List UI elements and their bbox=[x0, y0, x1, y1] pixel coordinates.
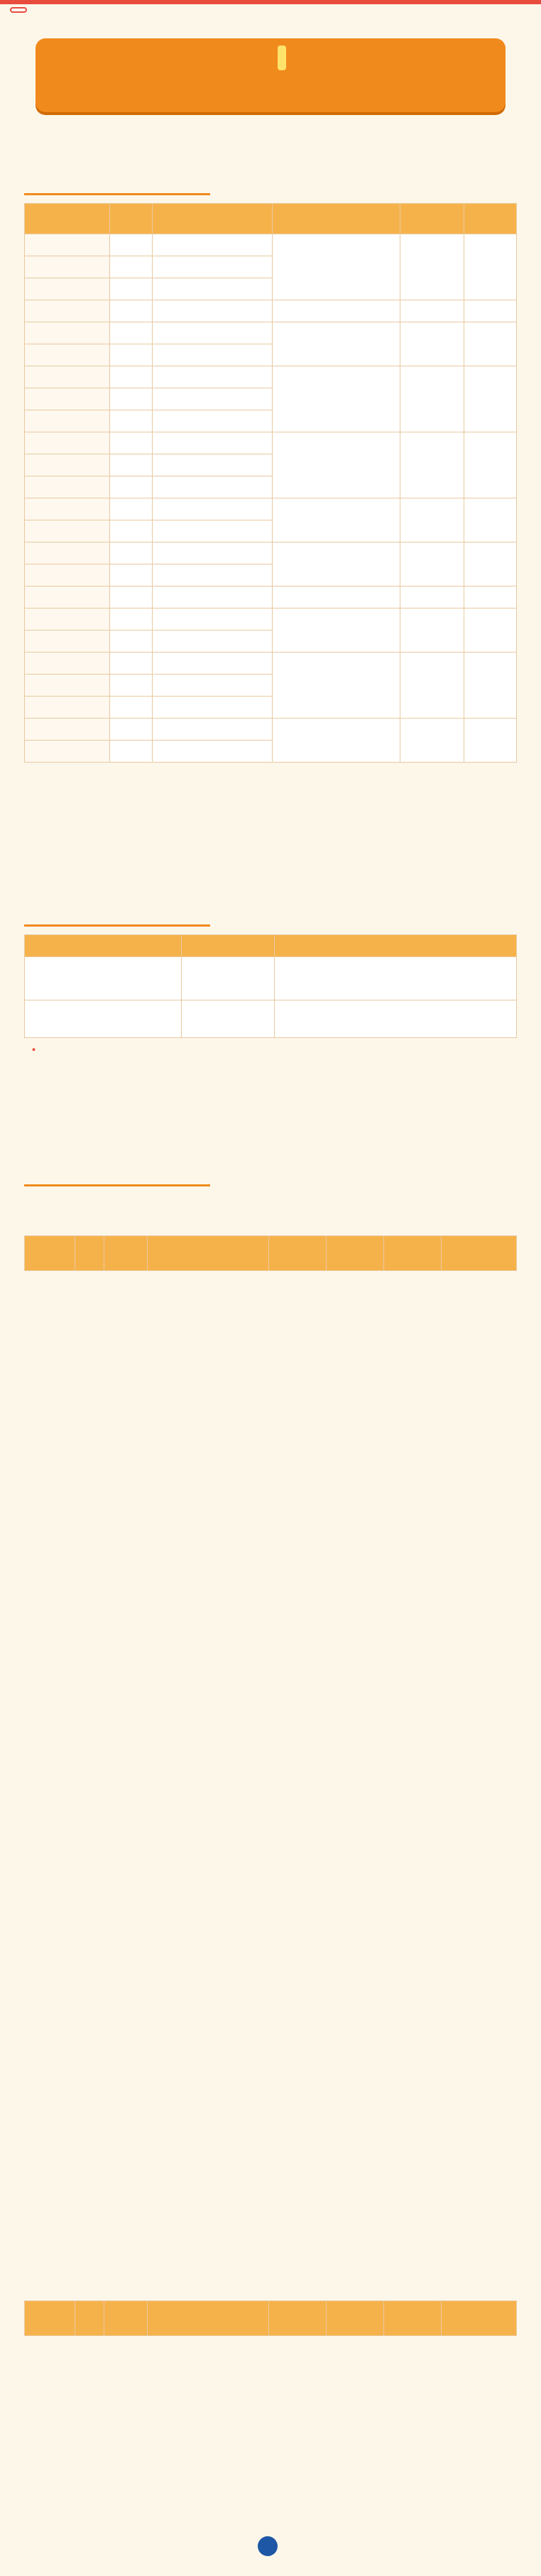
section1-underline bbox=[24, 193, 210, 195]
row-mode bbox=[109, 719, 152, 741]
row-period bbox=[153, 675, 273, 697]
row-period bbox=[153, 344, 273, 366]
approve-date bbox=[464, 542, 516, 586]
row-mode bbox=[109, 300, 152, 322]
col-cap bbox=[327, 1236, 384, 1271]
row-category bbox=[25, 631, 110, 653]
col-no bbox=[75, 1236, 104, 1271]
promotion-schedule-table bbox=[24, 2301, 517, 2336]
select-period bbox=[400, 234, 464, 300]
row-category bbox=[25, 234, 110, 256]
row-category bbox=[25, 542, 110, 564]
notice-tag bbox=[10, 7, 27, 13]
row-category bbox=[25, 741, 110, 763]
row-category bbox=[25, 410, 110, 432]
apply-method-table bbox=[24, 934, 517, 1038]
row-category bbox=[25, 278, 110, 300]
apply-period-row bbox=[25, 366, 517, 388]
applicant bbox=[182, 1000, 275, 1038]
row-mode bbox=[109, 586, 152, 608]
col-mode bbox=[109, 204, 152, 234]
row-mode bbox=[109, 564, 152, 586]
row-period bbox=[153, 608, 273, 631]
row-mode bbox=[109, 675, 152, 697]
row-mode bbox=[109, 520, 152, 542]
row-period bbox=[153, 476, 273, 498]
col-fee bbox=[384, 2301, 442, 2336]
select-period bbox=[400, 653, 464, 719]
row-category bbox=[25, 344, 110, 366]
row-period bbox=[153, 653, 273, 675]
row-mode bbox=[109, 608, 152, 631]
banner-title-highlight bbox=[278, 45, 286, 70]
row-period bbox=[153, 498, 273, 520]
col-period bbox=[148, 2301, 269, 2336]
row-mode bbox=[109, 476, 152, 498]
row-mode bbox=[109, 653, 152, 675]
apply-period bbox=[273, 432, 400, 498]
row-category bbox=[25, 388, 110, 410]
row-mode bbox=[109, 410, 152, 432]
row-period bbox=[153, 454, 273, 476]
apply-period bbox=[273, 608, 400, 653]
approve-date bbox=[464, 432, 516, 498]
row-mode bbox=[109, 741, 152, 763]
row-mode bbox=[109, 256, 152, 278]
approve-date bbox=[464, 653, 516, 719]
title-banner bbox=[35, 38, 506, 112]
row-mode bbox=[109, 388, 152, 410]
apply-period bbox=[273, 586, 400, 608]
row-category bbox=[25, 653, 110, 675]
row-mode bbox=[109, 322, 152, 344]
approve-date bbox=[464, 719, 516, 763]
row-period bbox=[153, 719, 273, 741]
col-mode bbox=[104, 2301, 148, 2336]
row-category bbox=[25, 719, 110, 741]
academy-logo-icon bbox=[258, 2536, 278, 2556]
apply-period-table bbox=[24, 203, 517, 763]
apply-period-row bbox=[25, 234, 517, 256]
row-mode bbox=[109, 697, 152, 719]
row-mode bbox=[109, 344, 152, 366]
row-mode bbox=[109, 454, 152, 476]
col-period bbox=[153, 204, 273, 234]
approve-date bbox=[464, 498, 516, 542]
row-category bbox=[25, 608, 110, 631]
applicant bbox=[182, 957, 275, 1000]
col-applicant bbox=[182, 935, 275, 957]
row-category bbox=[25, 697, 110, 719]
row-category bbox=[25, 432, 110, 454]
section2-underline bbox=[24, 924, 210, 927]
select-period bbox=[400, 586, 464, 608]
row-period bbox=[153, 388, 273, 410]
section3-underline bbox=[24, 1184, 210, 1186]
row-period bbox=[153, 542, 273, 564]
row-category bbox=[25, 454, 110, 476]
row-period bbox=[153, 278, 273, 300]
col-apply bbox=[273, 204, 400, 234]
col-fee bbox=[384, 1236, 442, 1271]
apply-period bbox=[273, 653, 400, 719]
row-period bbox=[153, 741, 273, 763]
row-period bbox=[153, 256, 273, 278]
top-accent-bar bbox=[0, 0, 541, 4]
col-mode bbox=[104, 1236, 148, 1271]
row-period bbox=[153, 520, 273, 542]
row-category bbox=[25, 256, 110, 278]
select-period bbox=[400, 300, 464, 322]
site-cell[interactable] bbox=[25, 1000, 182, 1038]
col-course bbox=[25, 2301, 75, 2336]
apply-period-body bbox=[25, 234, 517, 763]
row-mode bbox=[109, 542, 152, 564]
method-row bbox=[25, 957, 517, 1000]
row-period bbox=[153, 234, 273, 256]
row-category bbox=[25, 586, 110, 608]
apply-period bbox=[273, 234, 400, 300]
apply-period-row bbox=[25, 653, 517, 675]
approve-date bbox=[464, 300, 516, 322]
approve-date bbox=[464, 608, 516, 653]
apply-period-row bbox=[25, 608, 517, 631]
apply-period-row bbox=[25, 719, 517, 741]
row-category bbox=[25, 675, 110, 697]
col-period bbox=[148, 1236, 269, 1271]
row-period bbox=[153, 300, 273, 322]
row-category bbox=[25, 322, 110, 344]
col-approve bbox=[464, 204, 516, 234]
select-period bbox=[400, 498, 464, 542]
col-apply bbox=[442, 2301, 517, 2336]
apply-period-row bbox=[25, 322, 517, 344]
method-row bbox=[25, 1000, 517, 1038]
apply-period bbox=[273, 542, 400, 586]
approve-date bbox=[464, 234, 516, 300]
row-mode bbox=[109, 278, 152, 300]
col-no bbox=[75, 2301, 104, 2336]
row-category bbox=[25, 498, 110, 520]
select-period bbox=[400, 432, 464, 498]
select-period bbox=[400, 322, 464, 366]
banner-title bbox=[35, 45, 528, 70]
col-select bbox=[400, 204, 464, 234]
row-period bbox=[153, 432, 273, 454]
row-mode bbox=[109, 631, 152, 653]
col-time bbox=[269, 1236, 327, 1271]
footer bbox=[0, 2536, 541, 2556]
approve-date bbox=[464, 366, 516, 432]
apply-period-row bbox=[25, 498, 517, 520]
col-cap bbox=[327, 2301, 384, 2336]
row-category bbox=[25, 300, 110, 322]
access-path bbox=[275, 957, 517, 1000]
row-category bbox=[25, 564, 110, 586]
row-period bbox=[153, 322, 273, 344]
intro-text bbox=[43, 125, 498, 147]
row-mode bbox=[109, 498, 152, 520]
apply-period bbox=[273, 498, 400, 542]
duty-schedule-table bbox=[24, 1235, 517, 1271]
apply-period-row bbox=[25, 542, 517, 564]
row-period bbox=[153, 410, 273, 432]
row-mode bbox=[109, 366, 152, 388]
row-period bbox=[153, 697, 273, 719]
col-course bbox=[25, 1236, 75, 1271]
apply-period-row bbox=[25, 432, 517, 454]
row-category bbox=[25, 476, 110, 498]
site-cell[interactable] bbox=[25, 957, 182, 1000]
apply-period-row bbox=[25, 586, 517, 608]
row-mode bbox=[109, 234, 152, 256]
apply-period-row bbox=[25, 300, 517, 322]
apply-period bbox=[273, 719, 400, 763]
col-apply bbox=[442, 1236, 517, 1271]
row-period bbox=[153, 564, 273, 586]
approve-date bbox=[464, 586, 516, 608]
apply-period bbox=[273, 322, 400, 366]
select-period bbox=[400, 719, 464, 763]
col-site bbox=[25, 935, 182, 957]
apply-period bbox=[273, 300, 400, 322]
row-mode bbox=[109, 432, 152, 454]
select-period bbox=[400, 366, 464, 432]
row-period bbox=[153, 586, 273, 608]
apply-period-header bbox=[25, 204, 517, 234]
select-period bbox=[400, 608, 464, 653]
col-cat bbox=[25, 204, 110, 234]
row-category bbox=[25, 366, 110, 388]
row-period bbox=[153, 631, 273, 653]
apply-period bbox=[273, 366, 400, 432]
col-path bbox=[275, 935, 517, 957]
row-period bbox=[153, 366, 273, 388]
approve-date bbox=[464, 322, 516, 366]
select-period bbox=[400, 542, 464, 586]
access-path bbox=[275, 1000, 517, 1038]
col-time bbox=[269, 2301, 327, 2336]
row-category bbox=[25, 520, 110, 542]
